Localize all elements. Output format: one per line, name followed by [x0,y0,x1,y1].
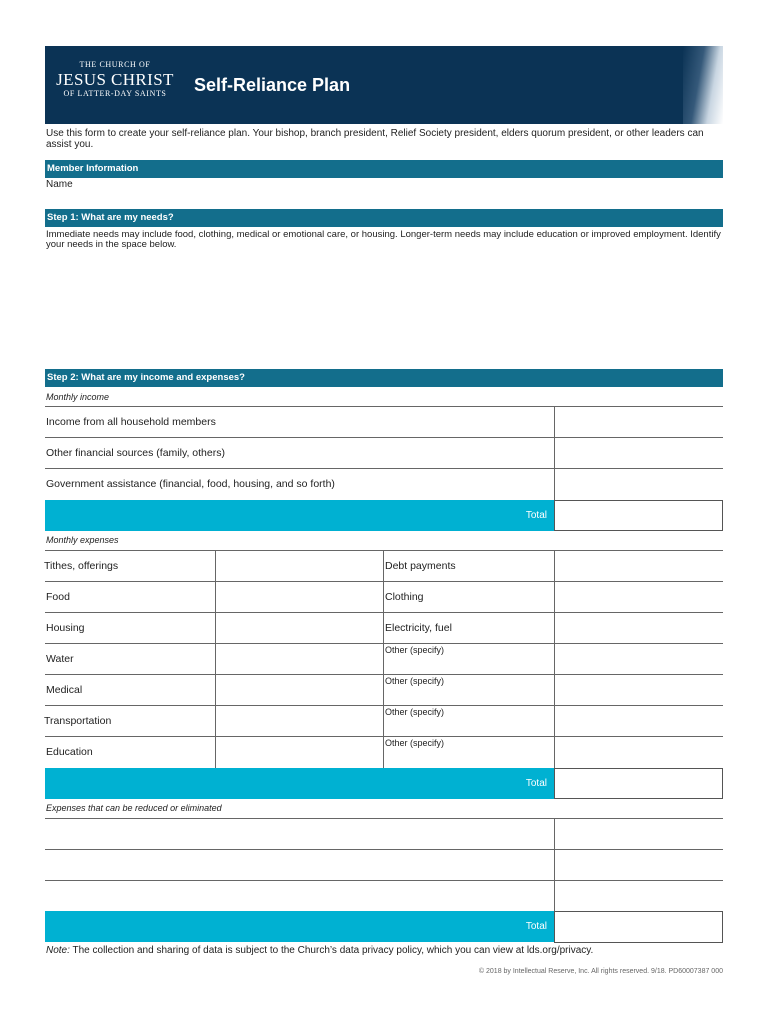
name-field[interactable] [80,178,720,204]
income-divider [45,468,723,469]
income-value-field[interactable] [556,408,722,436]
reduce-item-field[interactable] [46,882,552,910]
step1-instructions: Immediate needs may include food, clothing, medical or emotional care, or housing. Longer-term needs may include education or improved employment. Identify your needs in the space below. [46,229,721,250]
expense-value-field[interactable] [556,676,722,704]
expenses-divider [45,705,723,706]
reduce-expenses-label: Expenses that can be reduced or eliminated [46,803,222,813]
reduce-divider [45,880,723,881]
expenses-divider [45,581,723,582]
intro-text: Use this form to create your self-reliance plan. Your bishop, branch president, Relief Society president, elders quorum president, or other leaders can assist you. [46,128,704,150]
expense-value-field[interactable] [556,738,722,766]
step2-bar: Step 2: What are my income and expenses? [45,369,723,387]
other-specify-label: Other (specify) [385,707,445,717]
member-information-bar: Member Information [45,160,723,178]
income-divider [45,437,723,438]
monthly-expenses-label: Monthly expenses [46,535,119,545]
expense-value-field[interactable] [217,676,382,704]
copyright-text: © 2018 by Intellectual Reserve, Inc. All rights reserved. 9/18. PD60007387 000 [478,968,723,975]
expenses-divider [45,612,723,613]
expense-value-field[interactable] [556,707,722,735]
banner-decoration [683,46,723,124]
expense-label: Water [46,653,74,665]
income-total-label: Total [45,500,554,531]
privacy-note [46,945,593,956]
other-specify-label: Other (specify) [385,645,445,655]
expense-value-field[interactable] [556,645,722,673]
income-value-field[interactable] [556,470,722,498]
reduce-total-field[interactable] [554,911,723,943]
income-row-label: Other financial sources (family, others) [46,447,225,459]
expense-value-field[interactable] [217,583,382,611]
reduce-divider [45,849,723,850]
reduce-value-field[interactable] [556,851,722,879]
needs-text-area[interactable] [45,254,723,364]
expense-label: Electricity, fuel [385,622,452,634]
expenses-divider [45,550,723,551]
income-total-field[interactable] [554,500,723,531]
note-prefix: Note: [46,945,70,956]
reduce-item-field[interactable] [46,851,552,879]
expense-label: Tithes, offerings [44,560,119,572]
income-row-label: Government assistance (financial, food, housing, and so forth) [46,478,335,490]
expense-value-field[interactable] [217,707,382,735]
name-label: Name [46,179,73,190]
expense-value-field[interactable] [217,552,382,580]
reduce-value-field[interactable] [556,820,722,848]
document-title: Self-Reliance Plan [194,75,351,95]
church-logo: THE CHURCH OF JESUS CHRIST OF LATTER-DAY SAINTS [56,60,174,98]
other-specify-label: Other (specify) [385,738,445,748]
expense-label: Education [46,746,93,758]
expenses-column-divider [383,550,384,768]
reduce-total-label: Total [45,911,554,942]
reduce-item-field[interactable] [46,820,552,848]
reduce-value-field[interactable] [556,882,722,910]
reduce-column-divider [554,818,555,912]
expenses-column-divider [554,550,555,768]
income-divider [45,406,723,407]
expense-label: Food [46,591,70,603]
header-banner [45,46,723,124]
expenses-total-field[interactable] [554,768,723,799]
other-specify-label: Other (specify) [385,676,445,686]
expenses-divider [45,643,723,644]
income-row-label: Income from all household members [46,416,216,428]
expenses-divider [45,674,723,675]
expense-label: Transportation [44,715,112,727]
expense-label: Housing [46,622,85,634]
expense-value-field[interactable] [556,552,722,580]
income-column-divider [554,406,555,500]
expense-value-field[interactable] [217,645,382,673]
expense-value-field[interactable] [556,583,722,611]
income-value-field[interactable] [556,439,722,467]
expense-value-field[interactable] [217,614,382,642]
expense-value-field[interactable] [556,614,722,642]
expense-label: Debt payments [385,560,456,572]
expenses-total-label: Total [45,768,554,799]
reduce-divider [45,818,723,819]
expense-value-field[interactable] [217,738,382,766]
expenses-column-divider [215,550,216,768]
expense-label: Medical [46,684,83,696]
expense-label: Clothing [385,591,424,603]
expenses-divider [45,736,723,737]
step1-bar: Step 1: What are my needs? [45,209,723,227]
monthly-income-label: Monthly income [46,392,110,402]
note-text: The collection and sharing of data is subject to the Church’s data privacy policy, which you can view at lds.org/privacy. [69,945,594,956]
